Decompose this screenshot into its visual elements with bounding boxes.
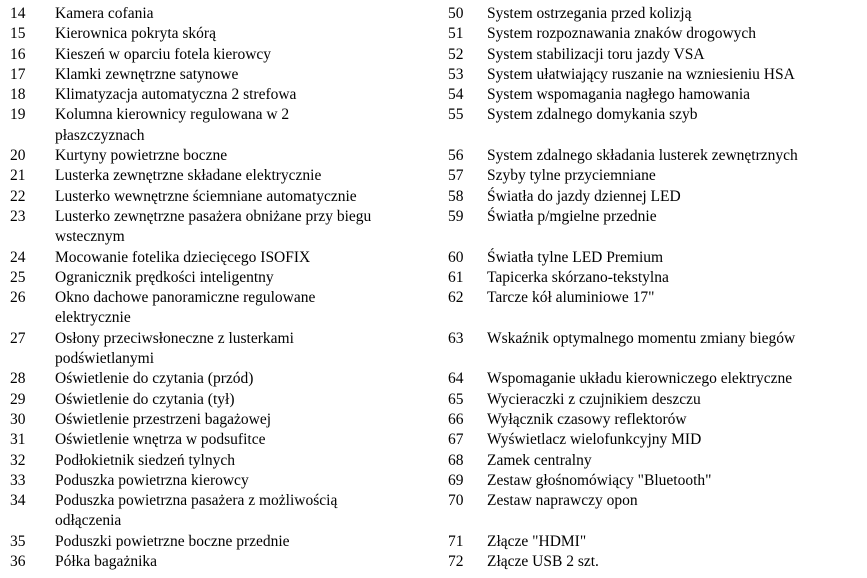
- item-number: 51: [448, 25, 464, 43]
- item-label: [487, 227, 867, 247]
- item-number: 33: [10, 471, 26, 489]
- list-item: [446, 288, 867, 329]
- item-number: 32: [10, 451, 26, 469]
- item-number: 69: [448, 471, 464, 489]
- item-label: Poduszka powietrzna pasażera z możliwością: [55, 492, 338, 510]
- item-number: 31: [10, 431, 26, 449]
- item-number: 35: [10, 532, 26, 550]
- item-number: 60: [448, 248, 464, 266]
- list-item: [446, 390, 867, 410]
- list-item: [0, 45, 440, 65]
- item-label: Tapicerka skórzano-tekstylna: [487, 268, 669, 286]
- item-label: [487, 349, 867, 369]
- item-label: System ułatwiający ruszanie na wzniesieniu HSA: [487, 65, 795, 83]
- item-label: Okno dachowe panoramiczne regulowane: [55, 289, 316, 307]
- item-label: Oświetlenie do czytania (tył): [55, 390, 235, 408]
- item-label: Wspomaganie układu kierowniczego elektryczne: [487, 370, 793, 388]
- item-label: wstecznym: [55, 228, 125, 246]
- item-label: System stabilizacji toru jazdy VSA: [487, 45, 705, 63]
- item-number: 28: [10, 370, 26, 388]
- item-number: 25: [10, 268, 26, 286]
- list-item: [446, 532, 867, 552]
- item-label: elektrycznie: [55, 309, 131, 327]
- item-label: System ostrzegania przed kolizją: [487, 5, 692, 22]
- list-item: [0, 85, 440, 105]
- item-number: 21: [10, 167, 26, 185]
- item-label: Klamki zewnętrzne satynowe: [55, 65, 239, 83]
- item-label: Oświetlenie do czytania (przód): [55, 370, 254, 388]
- item-label: Kolumna kierownicy regulowana w 2: [55, 106, 290, 124]
- item-number: 56: [448, 147, 464, 165]
- list-item: [0, 491, 440, 532]
- item-number: 68: [448, 451, 464, 469]
- list-item: [446, 268, 867, 288]
- item-number: 27: [10, 329, 26, 347]
- item-label: System rozpoznawania znaków drogowych: [487, 25, 757, 43]
- list-item: [0, 268, 440, 288]
- item-label: Wyłącznik czasowy reflektorów: [487, 410, 687, 428]
- item-label: System zdalnego składania lusterek zewnętrznych: [487, 147, 798, 165]
- list-item: [0, 369, 440, 389]
- list-item: [446, 248, 867, 268]
- item-label: Zestaw głośnomówiący "Bluetooth": [487, 471, 712, 489]
- item-number: 67: [448, 431, 464, 449]
- item-number: 18: [10, 86, 26, 104]
- item-label: Lusterko wewnętrzne ściemniane automatycznie: [55, 187, 357, 205]
- item-label: Szyby tylne przyciemniane: [487, 167, 656, 185]
- list-item: [0, 166, 440, 186]
- item-number: 52: [448, 45, 464, 63]
- item-number: 61: [448, 268, 464, 286]
- item-number: 16: [10, 45, 26, 63]
- list-item: [0, 471, 440, 491]
- item-label: Złącze "HDMI": [487, 532, 587, 550]
- item-number: 30: [10, 410, 26, 428]
- list-item: [446, 166, 867, 186]
- item-label: Klimatyzacja automatyczna 2 strefowa: [55, 86, 297, 104]
- list-item: [446, 4, 867, 24]
- item-label: Światła do jazdy dziennej LED: [487, 187, 681, 205]
- list-item: [0, 390, 440, 410]
- item-label: Lusterko zewnętrzne pasażera obniżane przy biegu: [55, 207, 372, 225]
- item-label: Złącze USB 2 szt.: [487, 553, 599, 571]
- item-label: Wycieraczki z czujnikiem deszczu: [487, 390, 701, 408]
- item-number: 20: [10, 147, 26, 165]
- list-item: [0, 146, 440, 166]
- item-label: Ogranicznik prędkości inteligentny: [55, 268, 274, 286]
- list-item: [0, 288, 440, 329]
- item-number: 66: [448, 410, 464, 428]
- item-number: 50: [448, 5, 464, 22]
- item-label: płaszczyznach: [55, 126, 145, 144]
- item-label: [487, 126, 867, 146]
- item-label: Kurtyny powietrzne boczne: [55, 147, 228, 165]
- item-number: 55: [448, 106, 464, 124]
- list-item: [446, 491, 867, 532]
- list-item: [0, 105, 440, 146]
- list-item: [446, 369, 867, 389]
- item-label: System wspomagania nagłego hamowania: [487, 86, 751, 104]
- list-item: [446, 430, 867, 450]
- item-label: Kierownica pokryta skórą: [55, 25, 216, 43]
- list-item: [446, 105, 867, 146]
- list-item: [446, 146, 867, 166]
- item-number: 29: [10, 390, 26, 408]
- item-number: 36: [10, 553, 26, 571]
- list-item: [0, 410, 440, 430]
- item-label: System zdalnego domykania szyb: [487, 106, 698, 124]
- list-item: [0, 4, 440, 24]
- item-number: 59: [448, 207, 464, 225]
- item-number: 17: [10, 65, 26, 83]
- item-number: 14: [10, 5, 26, 22]
- item-number: 57: [448, 167, 464, 185]
- list-item: [0, 451, 440, 471]
- item-label: [487, 511, 867, 531]
- item-label: Podłokietnik siedzeń tylnych: [55, 451, 235, 469]
- list-item: [0, 24, 440, 44]
- item-number: 58: [448, 187, 464, 205]
- list-item: [446, 24, 867, 44]
- item-label: Lusterka zewnętrzne składane elektrycznie: [55, 167, 322, 185]
- list-item: [446, 187, 867, 207]
- item-label: Oświetlenie przestrzeni bagażowej: [55, 410, 272, 428]
- item-label: Zamek centralny: [487, 451, 592, 469]
- item-number: 65: [448, 390, 464, 408]
- item-number: 63: [448, 329, 464, 347]
- item-number: 54: [448, 86, 464, 104]
- list-item: [0, 207, 440, 248]
- list-item: [446, 207, 867, 248]
- item-label: Osłony przeciwsłoneczne z lusterkami: [55, 329, 294, 347]
- item-label: Poduszki powietrzne boczne przednie: [55, 532, 290, 550]
- item-number: 72: [448, 553, 464, 571]
- list-item: [0, 430, 440, 450]
- item-label: Tarcze kół aluminiowe 17": [487, 289, 655, 307]
- item-number: 62: [448, 289, 464, 307]
- item-number: 64: [448, 370, 464, 388]
- item-label: Półka bagażnika: [55, 553, 158, 571]
- item-label: Światła tylne LED Premium: [487, 248, 664, 266]
- item-label: [487, 308, 867, 328]
- item-label: Kamera cofania: [55, 5, 154, 22]
- list-item: [446, 552, 867, 572]
- list-item: [0, 329, 440, 370]
- item-number: 26: [10, 289, 26, 307]
- item-label: Wskaźnik optymalnego momentu zmiany biegów: [487, 329, 796, 347]
- list-item: [0, 187, 440, 207]
- item-label: Kieszeń w oparciu fotela kierowcy: [55, 45, 272, 63]
- item-label: Mocowanie fotelika dziecięcego ISOFIX: [55, 248, 311, 266]
- list-item: [0, 248, 440, 268]
- item-number: 70: [448, 492, 464, 510]
- item-label: Światła p/mgielne przednie: [487, 207, 657, 225]
- list-item: [446, 471, 867, 491]
- item-label: Oświetlenie wnętrza w podsufitce: [55, 431, 266, 449]
- item-number: 22: [10, 187, 26, 205]
- item-number: 23: [10, 207, 26, 225]
- list-item: [446, 85, 867, 105]
- right-equipment-list: [446, 4, 867, 572]
- list-item: [446, 45, 867, 65]
- item-label: odłączenia: [55, 512, 122, 530]
- item-number: 24: [10, 248, 26, 266]
- list-item: [446, 451, 867, 471]
- list-item: [0, 552, 440, 572]
- left-equipment-list: [0, 4, 440, 572]
- list-item: [446, 65, 867, 85]
- item-number: 19: [10, 106, 26, 124]
- list-item: [0, 65, 440, 85]
- item-label: Poduszka powietrzna kierowcy: [55, 471, 249, 489]
- item-number: 34: [10, 492, 26, 510]
- item-number: 53: [448, 65, 464, 83]
- item-number: 15: [10, 25, 26, 43]
- item-label: Zestaw naprawczy opon: [487, 492, 638, 510]
- item-number: 71: [448, 532, 464, 550]
- list-item: [446, 329, 867, 370]
- list-item: [0, 532, 440, 552]
- item-label: podświetlanymi: [55, 350, 155, 368]
- list-item: [446, 410, 867, 430]
- item-label: Wyświetlacz wielofunkcyjny MID: [487, 431, 702, 449]
